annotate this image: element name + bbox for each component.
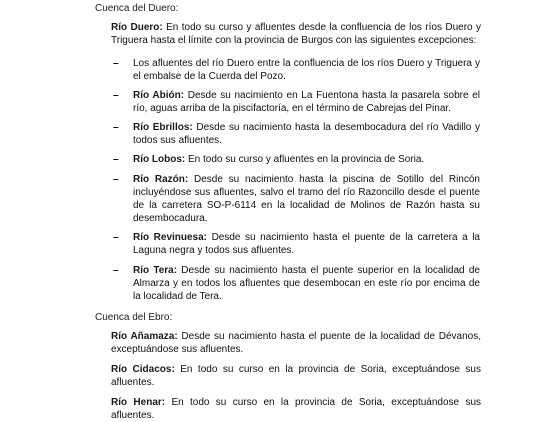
river-name: Río Tera: bbox=[133, 265, 178, 276]
list-item-lobos bbox=[133, 153, 480, 166]
dash-bullet: – bbox=[113, 265, 119, 276]
list-item-duero-afluentes bbox=[133, 57, 480, 83]
dash-bullet: – bbox=[113, 232, 119, 243]
river-name: Río Revinuesa: bbox=[133, 232, 208, 243]
river-name: Río Añamaza: bbox=[111, 331, 178, 342]
river-description: En todo su curso en la provincia de Soria, exceptuándose sus afluentes. bbox=[111, 364, 481, 388]
river-name: Río Lobos: bbox=[133, 154, 186, 165]
list-item-abion bbox=[133, 89, 480, 115]
dash-bullet: – bbox=[113, 154, 119, 165]
river-name: Río Henar: bbox=[111, 397, 166, 408]
river-name: Río Cidacos: bbox=[111, 364, 175, 375]
list-item-tera bbox=[133, 264, 480, 303]
river-description: Los afluentes del río Duero entre la confluencia de los ríos Duero y Triguera y el embalse de la Cuerda del Pozo. bbox=[133, 58, 480, 82]
river-name: Río Ebrillos: bbox=[133, 122, 193, 133]
list-item-razon bbox=[133, 173, 480, 225]
river-entry-anamaza bbox=[111, 330, 481, 356]
river-name: Río Razón: bbox=[133, 174, 189, 185]
basin-heading-ebro: Cuenca del Ebro: bbox=[95, 312, 173, 323]
list-item-revinuesa bbox=[133, 231, 480, 257]
river-entry-cidacos bbox=[111, 363, 481, 389]
river-name: Río Abión: bbox=[133, 90, 185, 101]
river-name: Río Duero: bbox=[111, 22, 163, 33]
river-description: En todo su curso y afluentes en la provincia de Soria. bbox=[185, 154, 425, 165]
river-description: Desde su nacimiento hasta el puente superior en la localidad de Almarza y en todos los afluentes que desembocan en este río por encima de la localidad de Tera. bbox=[133, 265, 480, 302]
river-description: En todo su curso y afluentes desde la confluencia de los ríos Duero y Triguera hasta el límite con la provincia de Burgos con las siguientes excepciones: bbox=[111, 22, 482, 46]
river-entry-henar bbox=[111, 396, 481, 422]
river-description: En todo su curso en la provincia de Soria, exceptuándose sus afluentes. bbox=[111, 397, 482, 421]
river-entry-duero bbox=[111, 21, 481, 47]
river-description: Desde su nacimiento hasta la desembocadura del río Vadillo y todos sus afluentes. bbox=[133, 122, 480, 146]
dash-bullet: – bbox=[113, 90, 119, 101]
river-description: Desde su nacimiento hasta el puente de la carretera a la Laguna negra y todos sus afluentes. bbox=[133, 232, 480, 256]
dash-bullet: – bbox=[113, 58, 119, 69]
river-description: Desde su nacimiento en La Fuentona hasta la pasarela sobre el río, aguas arriba de la piscifactoría, en el término de Cabrejas del Pinar. bbox=[133, 90, 481, 114]
river-description: Desde su nacimiento hasta el puente de la localidad de Dévanos, exceptuándose sus afluentes. bbox=[111, 331, 481, 355]
dash-bullet: – bbox=[113, 174, 119, 185]
dash-bullet: – bbox=[113, 122, 119, 133]
river-description: Desde su nacimiento hasta la piscina de Sotillo del Rincón incluyéndose sus afluentes, salvo el tramo del río Razoncillo desde el puente de la carretera SO-P-6114 en la localidad de Molinos de Razón hasta su desembocadura. bbox=[133, 174, 480, 224]
list-item-ebrillos bbox=[133, 121, 480, 147]
basin-heading-duero: Cuenca del Duero: bbox=[95, 3, 179, 14]
